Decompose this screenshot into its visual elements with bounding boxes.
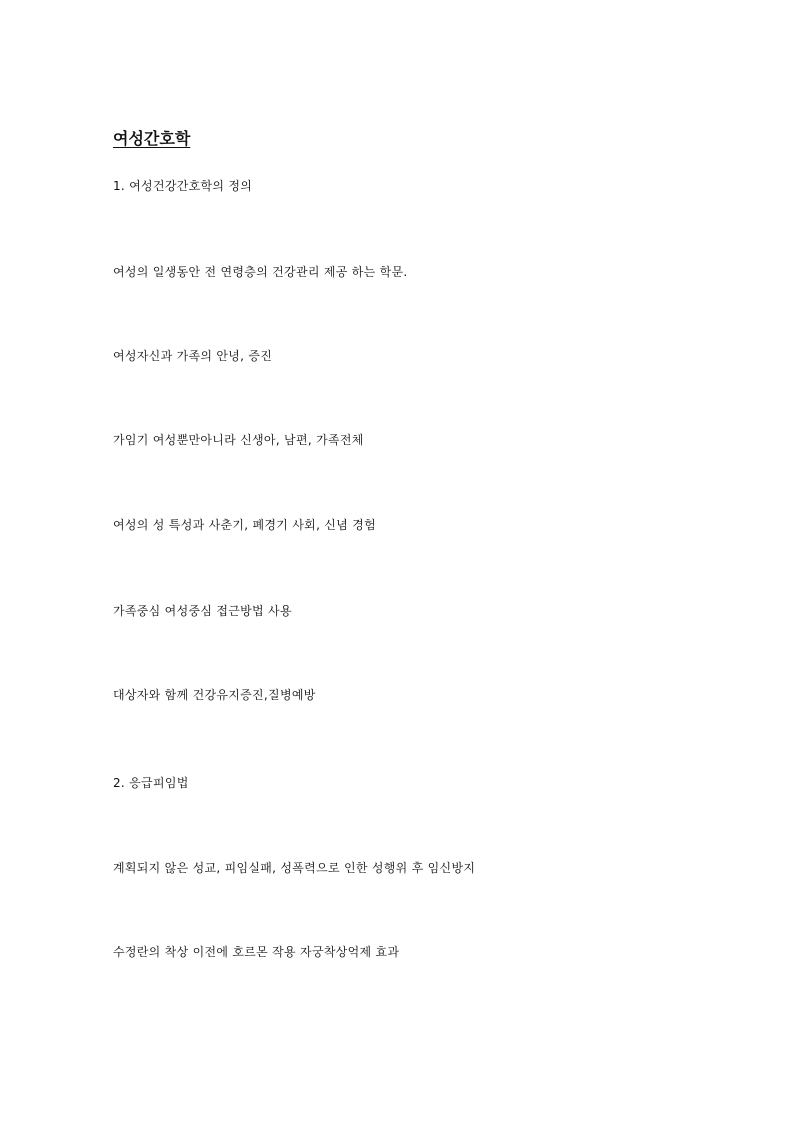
paragraph-line: 대상자와 함께 건강유지증진,질병예방 xyxy=(113,688,316,702)
section-heading-emergency-contraception: 2. 응급피임법 xyxy=(113,776,189,790)
section-heading-definition: 1. 여성건강간호학의 정의 xyxy=(113,179,253,193)
paragraph-line: 수정란의 착상 이전에 호르몬 작용 자궁착상억제 효과 xyxy=(113,945,400,959)
paragraph-line: 계획되지 않은 성교, 피임실패, 성폭력으로 인한 성행위 후 임신방지 xyxy=(113,861,476,875)
document-title: 여성간호학 xyxy=(113,129,191,148)
paragraph-line: 가임기 여성뿐만아니라 신생아, 남편, 가족전체 xyxy=(113,433,364,447)
paragraph-line: 여성자신과 가족의 안녕, 증진 xyxy=(113,349,273,363)
paragraph-line: 가족중심 여성중심 접근방법 사용 xyxy=(113,604,292,618)
paragraph-line: 여성의 일생동안 전 연령층의 건강관리 제공 하는 학문. xyxy=(113,265,408,279)
paragraph-line: 여성의 성 특성과 사춘기, 폐경기 사회, 신념 경험 xyxy=(113,518,376,532)
